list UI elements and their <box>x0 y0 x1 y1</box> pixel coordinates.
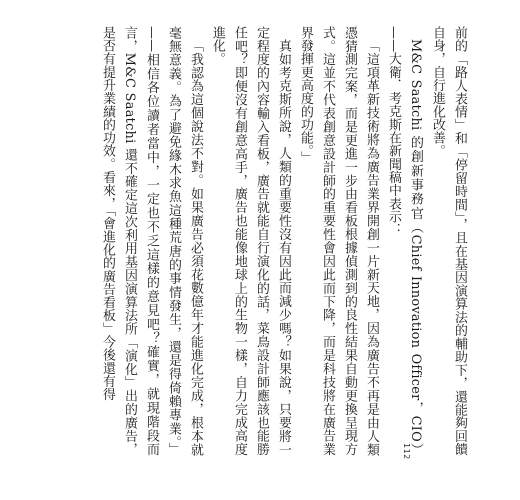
paragraph-quote-cox: 「這項革新技術將為廣告業界開創一片新天地，因為廣告不再是由人類憑猜測完案，而是更進一步由看板根據偵測到的良性結果自動更換呈現方式。這並不代表創意設計師的重要性會因此而下降，而是科技將在廣告業界發揮更高度的功能。」 <box>298 26 379 456</box>
paragraph-counterpoint: 「我認為這個說法不對。如果廣告必須花數億年才能進化完成，根本就毫無意義。為了避免緣木求魚這種荒唐的事情發生，還是得倚賴專業。」——相信各位讀者當中，一定也不乏這樣的意見吧？確實，就現階段而言，M&C Saatchi 還不確定這次利用基因演算法所「演化」出的廣告，是否有提升業績的功效。看來，「會進化的廣告看板」今後還有得 <box>100 26 203 456</box>
paragraph-press-release-intro: M&C Saatchi 的創新事務官（Chief Innovation Officer，CIO）——大衛．考克斯在新聞稿中表示： <box>386 26 423 456</box>
paragraph-question: 真如考克斯所說，人類的重要性沒有因此而減少嗎？如果說，只要將一定程度的內容輸入看板，廣告就能自行演化的話，菜鳥設計師應該也能勝任吧？即便沒有創意高手，廣告也能像地球上的生物一樣，自力完成高度進化。 <box>210 26 291 456</box>
paragraph-continuation: 前的「路人表情」和「停留時間」，且在基因演算法的輔助下，還能夠回饋自身，自行進化改善。 <box>430 26 467 456</box>
body-text <box>70 26 470 456</box>
page-number: 112 <box>402 443 411 460</box>
